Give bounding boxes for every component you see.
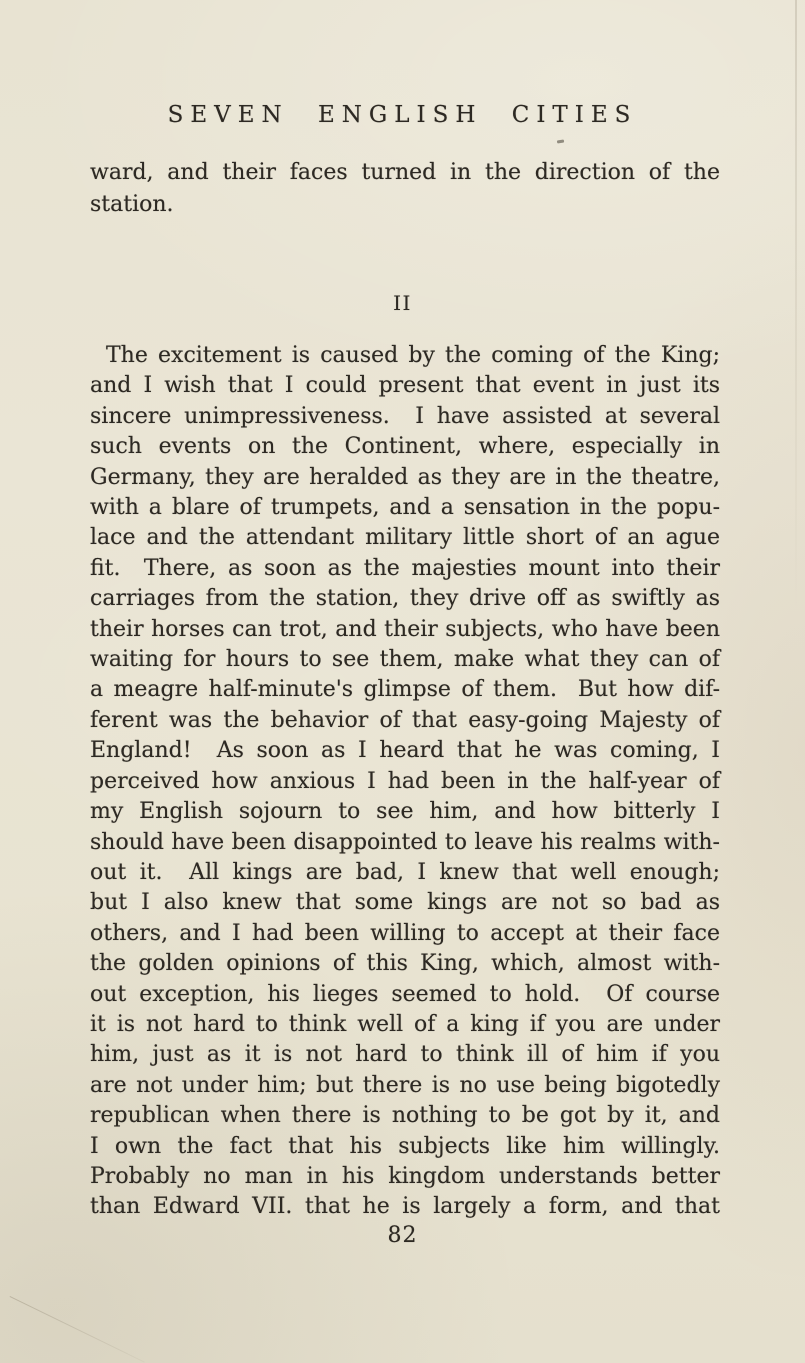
text-line: Germany, they are heralded as they are in the theatre, bbox=[90, 464, 720, 490]
text-line: others, and I had been willing to accept at their face bbox=[90, 920, 720, 946]
page-number: 82 bbox=[387, 1223, 418, 1248]
paper-crease bbox=[795, 0, 797, 613]
text-line: out exception, his lieges seemed to hold. Of course bbox=[90, 981, 720, 1007]
text-line: and I wish that I could present that event in just its bbox=[90, 373, 720, 399]
section-heading: II bbox=[393, 291, 412, 315]
text-line: lace and the attendant military little short of an ague bbox=[90, 525, 720, 551]
text-line: England! As soon as I heard that he was coming, I bbox=[90, 738, 720, 764]
text-line: are not under him; but there is no use being bigotedly bbox=[90, 1072, 720, 1098]
text-line: but I also knew that some kings are not so bad as bbox=[90, 890, 720, 916]
text-line: station. bbox=[90, 192, 174, 217]
main-paragraph bbox=[90, 341, 720, 1223]
text-line: fit. There, as soon as the majesties mount into their bbox=[90, 555, 720, 581]
text-line: such events on the Continent, where, especially in bbox=[90, 434, 720, 460]
text-line: than Edward VII. that he is largely a form, and that bbox=[90, 1194, 720, 1220]
text-line: ferent was the behavior of that easy-going Majesty of bbox=[90, 707, 720, 733]
text-line: perceived how anxious I had been in the half-year of bbox=[90, 768, 720, 794]
text-line: the golden opinions of this King, which, almost with- bbox=[90, 951, 720, 977]
paper-scratch bbox=[10, 1296, 145, 1363]
text-line: waiting for hours to see them, make what they can of bbox=[90, 647, 720, 673]
ink-speck bbox=[557, 140, 564, 143]
text-line: out it. All kings are bad, I knew that well enough; bbox=[90, 859, 720, 885]
text-line: it is not hard to think well of a king if you are under bbox=[90, 1011, 720, 1037]
running-header: SEVEN ENGLISH CITIES bbox=[167, 102, 638, 128]
paragraph-fragment bbox=[90, 157, 720, 221]
text-line: sincere unimpressiveness. I have assisted at several bbox=[90, 403, 720, 429]
text-line: him, just as it is not hard to think ill of him if you bbox=[90, 1042, 720, 1068]
text-line: with a blare of trumpets, and a sensation in the popu- bbox=[90, 495, 720, 521]
text-line: I own the fact that his subjects like him willingly. bbox=[90, 1133, 720, 1159]
text-line: The excitement is caused by the coming of the King; bbox=[106, 343, 720, 368]
text-line: Probably no man in his kingdom understands better bbox=[90, 1163, 720, 1189]
text-line: ward, and their faces turned in the direction of the bbox=[90, 160, 720, 185]
text-line: my English sojourn to see him, and how bitterly I bbox=[90, 799, 720, 825]
text-line: a meagre half-minute's glimpse of them. But how dif- bbox=[90, 677, 720, 703]
text-line: should have been disappointed to leave his realms with- bbox=[90, 829, 720, 855]
text-line: their horses can trot, and their subjects, who have been bbox=[90, 616, 720, 642]
text-line: carriages from the station, they drive off as swiftly as bbox=[90, 586, 720, 612]
text-line: republican when there is nothing to be got by it, and bbox=[90, 1103, 720, 1129]
